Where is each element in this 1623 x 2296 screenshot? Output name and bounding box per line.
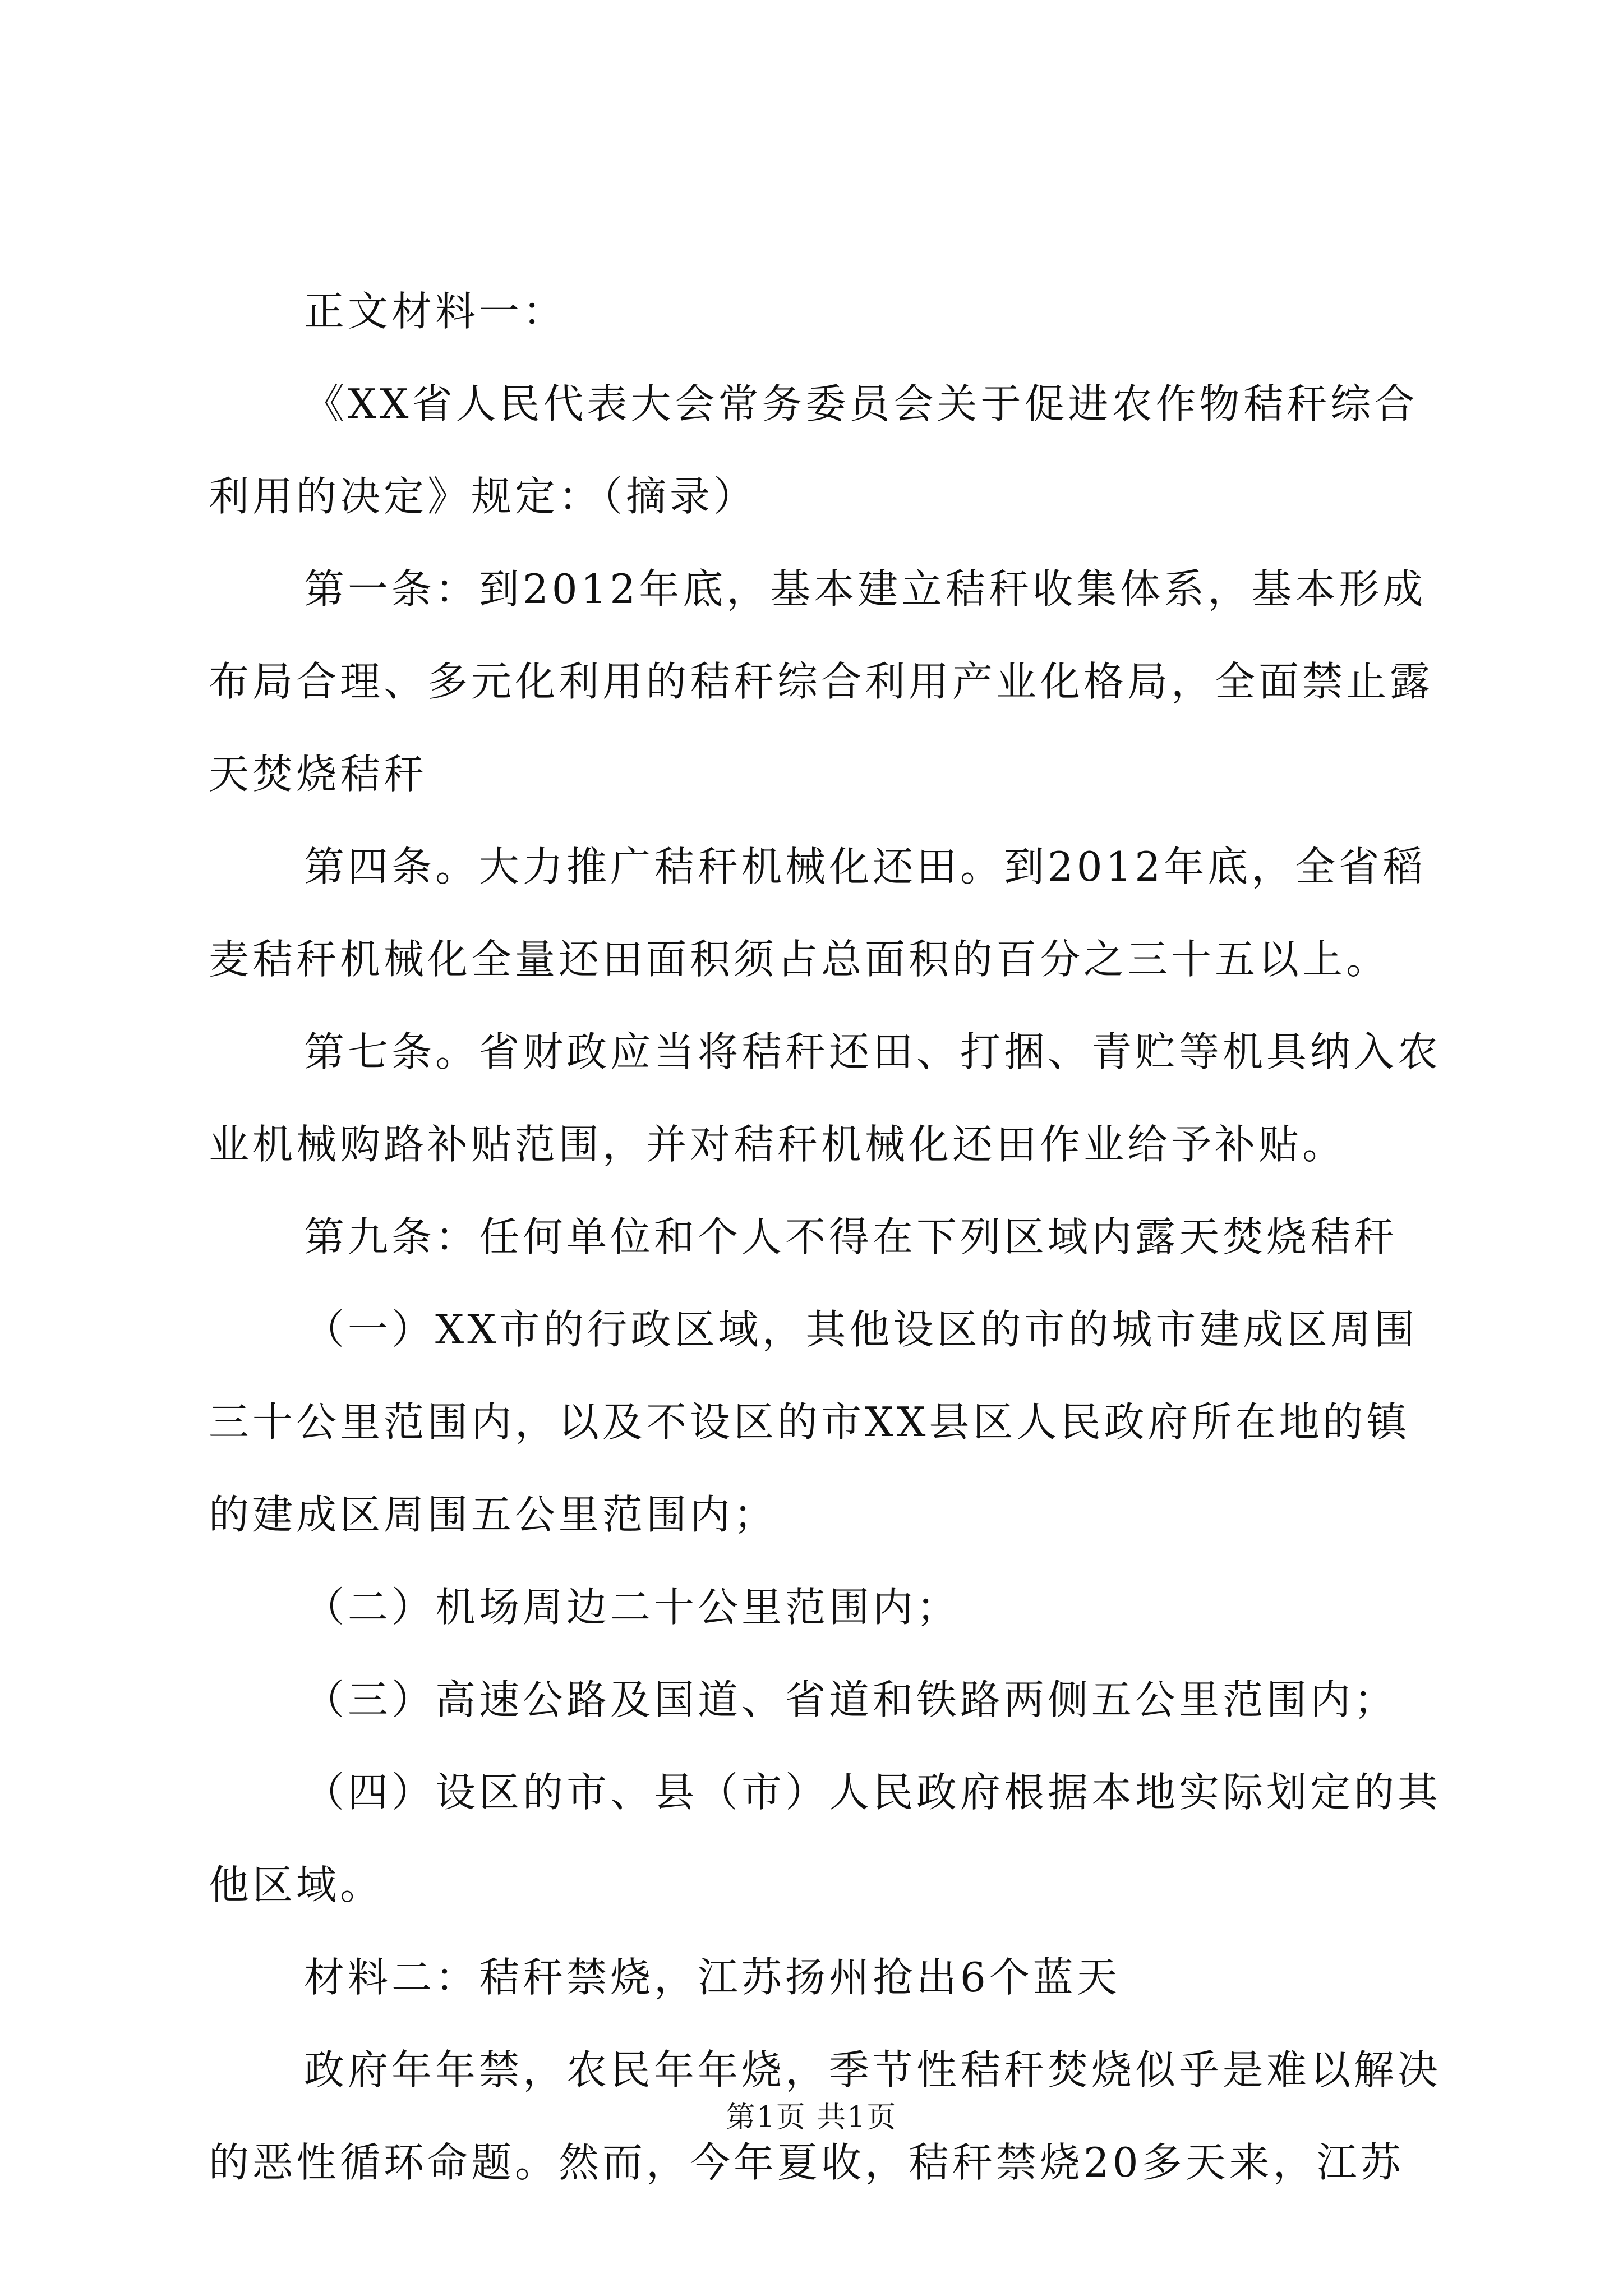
text-line: 的建成区周围五公里范围内； (209, 1491, 778, 1538)
text-line: 政府年年禁，农民年年烧，季节性秸秆焚烧似乎是难以解决 (304, 2046, 1442, 2093)
text-line: 第四条。大力推广秸秆机械化还田。到2012年底，全省稻 (304, 843, 1427, 890)
text-line: 第九条：任何单位和个人不得在下列区域内露天焚烧秸秆 (304, 1213, 1398, 1260)
text-line: 业机械购路补贴范围，并对秸秆机械化还田作业给予补贴。 (209, 1121, 1347, 1168)
text-line: 第一条：到2012年底，基本建立秸秆收集体系，基本形成 (304, 565, 1427, 613)
text-line: 三十公里范围内，以及不设区的市XX县区人民政府所在地的镇 (209, 1398, 1410, 1446)
text-line: 第七条。省财政应当将秸秆还田、打捆、青贮等机具纳入农 (304, 1028, 1442, 1075)
text-line: 他区域。 (209, 1861, 384, 1908)
text-line: （一）XX市的行政区域，其他设区的市的城市建成区周围 (304, 1306, 1418, 1353)
text-line: 利用的决定》规定：（摘录） (209, 473, 758, 520)
text-line: 《XX省人民代表大会常务委员会关于促进农作物秸秆综合 (304, 380, 1418, 427)
heading-material-two: 材料二：秸秆禁烧，江苏扬州抢出6个蓝天 (304, 1954, 1121, 2001)
text-line: （三）高速公路及国道、省道和铁路两侧五公里范围内； (304, 1676, 1398, 1723)
text-line: 天焚烧秸秆 (209, 751, 428, 798)
text-line: 的恶性循环命题。然而，今年夏收，秸秆禁烧20多天来，江苏 (209, 2139, 1404, 2186)
text-line: （四）设区的市、县（市）人民政府根据本地实际划定的其 (304, 1769, 1442, 1816)
page-footer: 第1页 共1页 (726, 2101, 897, 2134)
text-line: 麦秸秆机械化全量还田面积须占总面积的百分之三十五以上。 (209, 936, 1390, 983)
text-line: 布局合理、多元化利用的秸秆综合利用产业化格局，全面禁止露 (209, 658, 1434, 705)
text-line: （二）机场周边二十公里范围内； (304, 1584, 961, 1631)
heading-material-one: 正文材料一： (304, 288, 567, 335)
